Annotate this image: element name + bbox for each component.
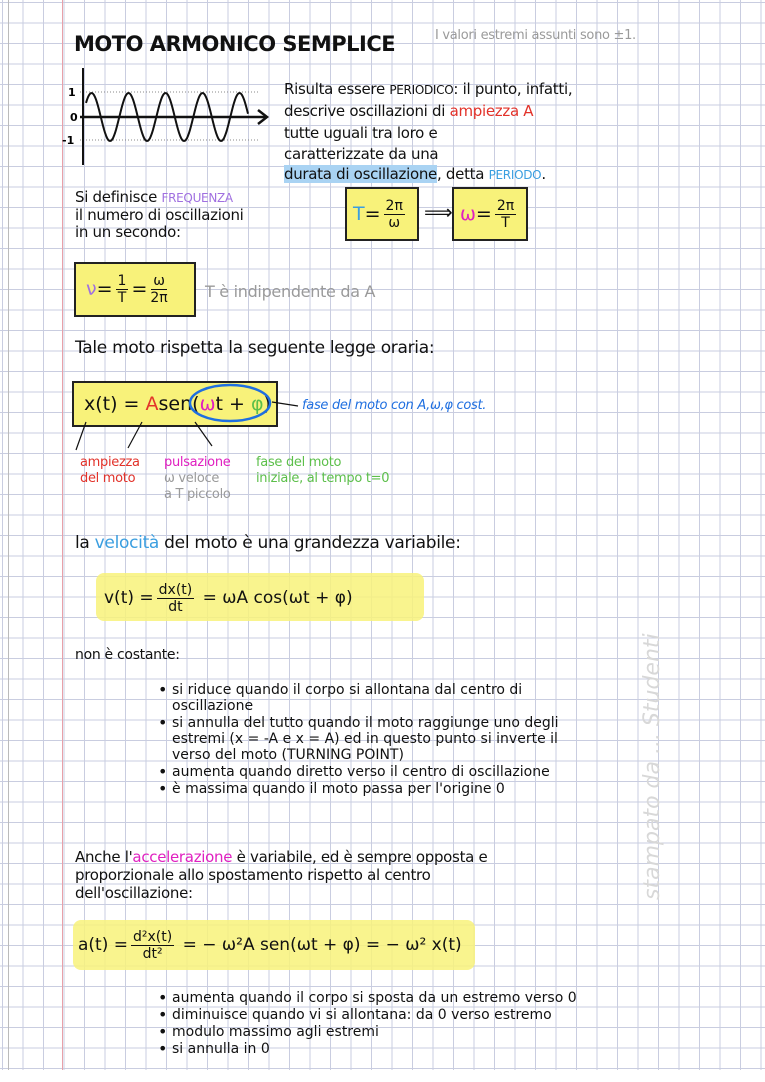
text: : il punto, infatti,: [453, 80, 573, 98]
list-item: • aumenta quando il corpo si sposta da un estremo verso 0: [158, 990, 577, 1006]
text: velocità: [94, 533, 160, 553]
text: a(t) =: [78, 935, 128, 955]
not-constant-label: non è costante:: [75, 647, 180, 663]
arrow-pulsation: [128, 422, 142, 448]
list-item: • si annulla in 0: [158, 1041, 577, 1057]
extremes-note: I valori estremi assunti sono ±1.: [435, 28, 636, 43]
text: il numero di oscillazioni: [75, 206, 244, 224]
text: fase del moto: [256, 455, 342, 470]
implies-arrow: ⟹: [424, 200, 453, 224]
list-item: • diminuisce quando vi si allontana: da 0 verso estremo: [158, 1007, 577, 1023]
text: dt²: [142, 945, 163, 962]
formula-omega: [460, 190, 519, 238]
text: d²x(t): [133, 928, 173, 945]
text: descrive oscillazioni di: [284, 102, 450, 120]
period-independence-note: T è indipendente da A: [205, 282, 376, 301]
phase-ellipse: [190, 385, 270, 421]
formula-frequency: [86, 264, 171, 314]
text: x(t) =: [84, 393, 140, 415]
text: PERIODICO: [389, 83, 454, 97]
velocity-intro: [75, 533, 461, 553]
sine-graph: [60, 60, 280, 170]
text: 2π: [385, 197, 403, 214]
text: è variabile, ed è sempre opposta e: [232, 848, 488, 866]
text: pulsazione: [164, 455, 231, 470]
text: = ωA cos(ωt + φ): [202, 588, 353, 608]
text: T: [353, 203, 365, 225]
text: accelerazione: [132, 848, 233, 866]
text: ω: [199, 393, 216, 415]
text: A: [145, 393, 159, 415]
velocity-bullet-list: [158, 682, 578, 798]
text: ω: [153, 272, 165, 289]
text: durata di oscillazione: [284, 165, 437, 183]
text: ): [263, 393, 271, 415]
text: =: [131, 278, 148, 300]
text: v(t) =: [104, 588, 154, 608]
text: dell'oscillazione:: [75, 884, 193, 902]
label-initial-phase: [256, 455, 389, 487]
text: dt: [168, 598, 183, 615]
text: T: [501, 214, 510, 231]
text: sen(: [158, 393, 200, 415]
text: ν: [86, 278, 97, 300]
list-item: • modulo massimo agli estremi: [158, 1024, 577, 1040]
text: FREQUENZA: [161, 191, 233, 205]
text: =: [96, 278, 113, 300]
text: proporzionale allo spostamento rispetto al centro: [75, 866, 431, 884]
list-item: • è massima quando il moto passa per l'origine 0: [158, 781, 578, 797]
text: ω: [388, 214, 401, 231]
page-edge-line: [8, 0, 9, 1070]
arrow-phase: [272, 402, 298, 406]
text: , detta: [436, 165, 489, 183]
law-intro: Tale moto rispetta la seguente legge oraria:: [75, 338, 435, 358]
page-title: MOTO ARMONICO SEMPLICE: [74, 32, 396, 56]
list-item: • si annulla del tutto quando il moto raggiunge uno degli estremi (x = -A e x = A) ed in questo punto si inverte il verso del moto (TURNING POINT): [158, 715, 578, 763]
text: ω veloce: [164, 471, 220, 486]
text: tutte uguali tra loro e: [284, 124, 438, 142]
y-label-1: 1: [68, 86, 76, 99]
text: PERIODO: [488, 168, 542, 182]
text: del moto è una grandezza variabile:: [159, 533, 461, 553]
text: Risulta essere: [284, 80, 390, 98]
velocity-formula: [104, 574, 353, 622]
text: 2π: [496, 197, 515, 214]
text: 1: [117, 272, 127, 289]
text: =: [364, 203, 381, 225]
y-label-0: 0: [70, 111, 78, 124]
list-item: • aumenta quando diretto verso il centro di oscillazione: [158, 764, 578, 780]
text: =: [475, 203, 492, 225]
text: la: [75, 533, 95, 553]
text: iniziale, al tempo t=0: [256, 471, 390, 486]
text: dx(t): [158, 581, 193, 598]
text: .: [541, 165, 546, 183]
label-pulsation: [164, 455, 231, 503]
label-amplitude: [80, 455, 140, 487]
acceleration-bullet-list: [158, 990, 577, 1058]
list-item: • si riduce quando il corpo si allontana dal centro di oscillazione: [158, 682, 578, 714]
phase-note: fase del moto con A,ω,φ cost.: [302, 398, 487, 413]
watermark: stampato da ... Studenti: [640, 633, 665, 900]
text: in un secondo:: [75, 223, 181, 241]
text: Si definisce: [75, 188, 162, 206]
text: a T piccolo: [164, 487, 231, 502]
arrow-initial-phase: [195, 422, 212, 446]
text: 2π: [150, 289, 168, 306]
y-label-minus1: -1: [62, 134, 75, 147]
text: T: [117, 289, 127, 306]
text: φ: [250, 393, 264, 415]
arrow-amplitude: [76, 422, 86, 450]
text: ampiezza A: [449, 102, 534, 120]
text: = − ω²A sen(ωt + φ) = − ω² x(t): [182, 935, 462, 955]
text: t +: [215, 393, 245, 415]
acceleration-formula: [78, 921, 462, 969]
text: ω: [460, 203, 476, 225]
text: caratterizzate da una: [284, 145, 439, 163]
formula-period: [353, 190, 408, 238]
text: ampiezza: [80, 455, 140, 470]
text: del moto: [80, 471, 136, 486]
text: Anche l': [75, 848, 133, 866]
